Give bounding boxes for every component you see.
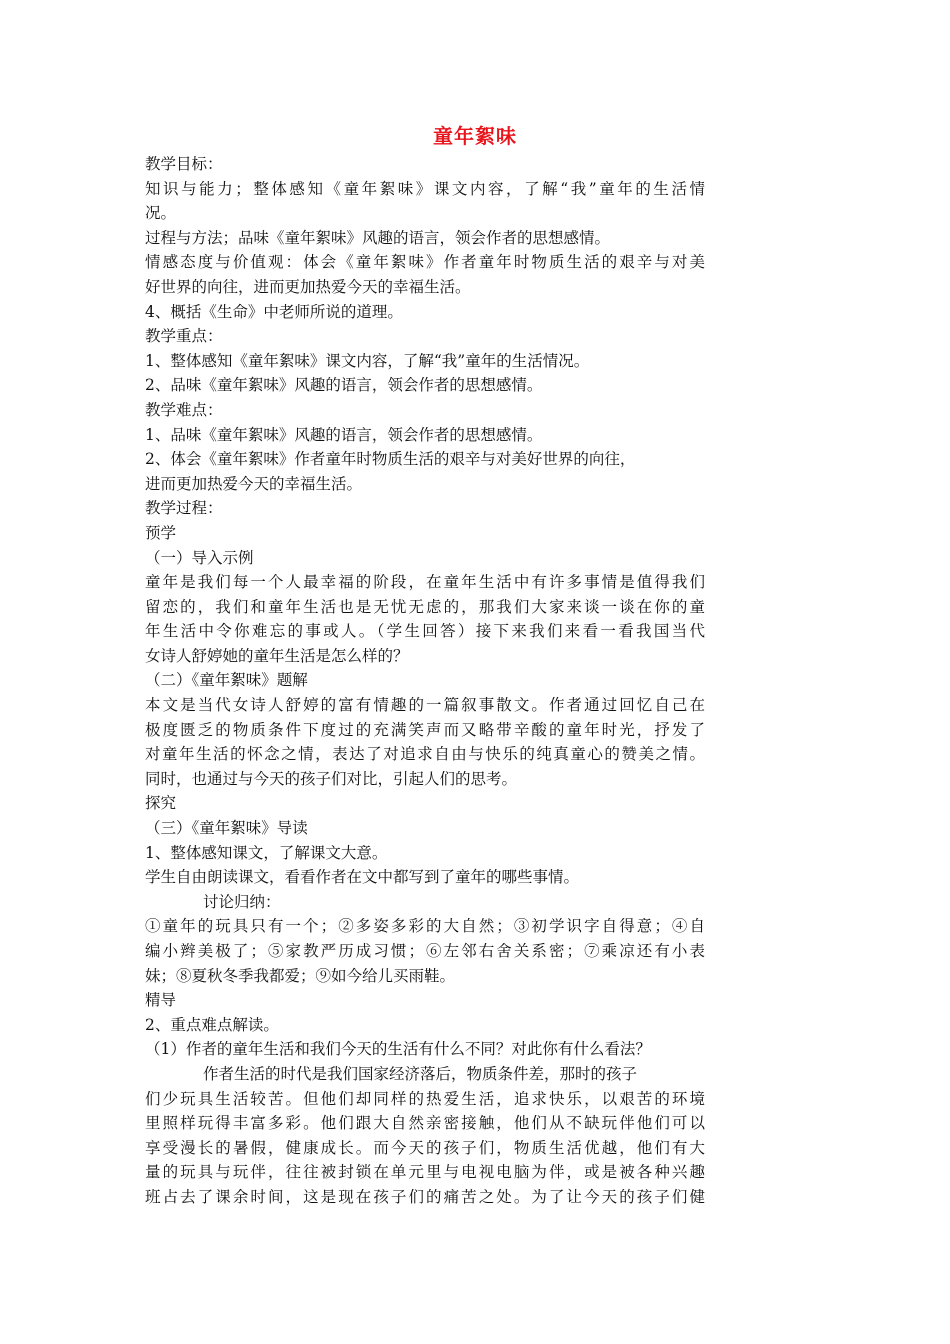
paragraph-line: 量的玩具与玩伴，往往被封锁在单元里与电视电脑为伴，或是被各种兴趣 bbox=[145, 1163, 705, 1182]
list-item: 1、品味《童年絮味》风趣的语言，领会作者的思想感情。 bbox=[145, 425, 543, 444]
list-item: 1、整体感知《童年絮味》课文内容，了解“我”童年的生活情况。 bbox=[145, 351, 590, 370]
paragraph-line: 享受漫长的暑假，健康成长。而今天的孩子们，物质生活优越，他们有大 bbox=[145, 1138, 705, 1157]
paragraph-line: 里照样玩得丰富多彩。他们跟大自然亲密接触，他们从不缺玩伴他们可以 bbox=[145, 1114, 705, 1133]
paragraph-line: 作者生活的时代是我们国家经济落后，物质条件差，那时的孩子 bbox=[203, 1064, 638, 1083]
paragraph-line: ①童年的玩具只有一个；②多姿多彩的大自然；③初学识字自得意；④自 bbox=[145, 917, 705, 936]
list-item: 2、品味《童年絮味》风趣的语言，领会作者的思想感情。 bbox=[145, 376, 543, 395]
section-heading-difficulties: 教学难点： bbox=[145, 400, 223, 419]
subsection-heading: （二）《童年絮味》题解 bbox=[145, 671, 308, 690]
question-line: （1）作者的童年生活和我们今天的生活有什么不同？对此你有什么看法？ bbox=[145, 1040, 651, 1059]
subsection-heading: 探究 bbox=[145, 794, 177, 813]
paragraph-line: 妹；⑧夏秋冬季我都爱；⑨如今给儿买雨鞋。 bbox=[145, 966, 456, 985]
section-heading-key-points: 教学重点： bbox=[145, 327, 223, 346]
list-item: 1、整体感知课文，了解课文大意。 bbox=[145, 843, 388, 862]
paragraph-line: 同时，也通过与今天的孩子们对比，引起人们的思考。 bbox=[145, 769, 518, 788]
subsection-heading: （一）导入示例 bbox=[145, 548, 254, 567]
subsection-heading: 预学 bbox=[145, 523, 177, 542]
paragraph-line: 进而更加热爱今天的幸福生活。 bbox=[145, 474, 363, 493]
section-heading-objectives: 教学目标： bbox=[145, 155, 223, 173]
paragraph-line: 学生自由朗读课文，看看作者在文中都写到了童年的哪些事情。 bbox=[145, 868, 580, 887]
paragraph-line: 年生活中令你难忘的事或人。（学生回答）接下来我们来看一看我国当代 bbox=[145, 622, 705, 641]
list-item: 2、体会《童年絮味》作者童年时物质生活的艰辛与对美好世界的向往， bbox=[145, 450, 636, 469]
subsection-heading: （三）《童年絮味》导读 bbox=[145, 819, 308, 838]
paragraph-line: 况。 bbox=[145, 204, 177, 223]
paragraph-line: 好世界的向往，进而更加热爱今天的幸福生活。 bbox=[145, 277, 471, 296]
paragraph-line: 留恋的，我们和童年生活也是无忧无虑的，那我们大家来谈一谈在你的童 bbox=[145, 597, 705, 616]
document-title: 童年絮味 bbox=[433, 124, 517, 148]
paragraph-line: 对童年生活的怀念之情，表达了对追求自由与快乐的纯真童心的赞美之情。 bbox=[145, 745, 705, 764]
paragraph-line: 情感态度与价值观：体会《童年絮味》作者童年时物质生活的艰辛与对美 bbox=[145, 253, 705, 272]
section-heading-process: 教学过程： bbox=[145, 499, 223, 518]
paragraph-line: 讨论归纳： bbox=[203, 892, 281, 911]
paragraph-line: 过程与方法；品味《童年絮味》风趣的语言，领会作者的思想感情。 bbox=[145, 228, 611, 247]
list-item: 2、重点难点解读。 bbox=[145, 1015, 279, 1034]
paragraph-line: 班占去了课余时间，这是现在孩子们的痛苦之处。为了让今天的孩子们健 bbox=[145, 1187, 705, 1206]
document-body bbox=[145, 152, 705, 1210]
paragraph-line: 女诗人舒婷她的童年生活是怎么样的？ bbox=[145, 646, 409, 665]
paragraph-line: 童年是我们每一个人最幸福的阶段，在童年生活中有许多事情是值得我们 bbox=[145, 573, 705, 592]
paragraph-line: 编小辫美极了；⑤家教严历成习惯；⑥左邻右舍关系密；⑦乘凉还有小表 bbox=[145, 942, 705, 960]
paragraph-line: 本文是当代女诗人舒婷的富有情趣的一篇叙事散文。作者通过回忆自己在 bbox=[145, 696, 705, 715]
paragraph-line: 们少玩具生活较苦。但他们却同样的热爱生活，追求快乐，以艰苦的环境 bbox=[145, 1089, 705, 1108]
subsection-heading: 精导 bbox=[145, 991, 177, 1010]
paragraph-line: 极度匮乏的物质条件下度过的充满笑声而又略带辛酸的童年时光，抒发了 bbox=[145, 720, 705, 739]
paragraph-line: 4、概括《生命》中老师所说的道理。 bbox=[145, 302, 403, 321]
paragraph-line: 知识与能力；整体感知《童年絮味》课文内容，了解“我”童年的生活情 bbox=[145, 179, 705, 198]
